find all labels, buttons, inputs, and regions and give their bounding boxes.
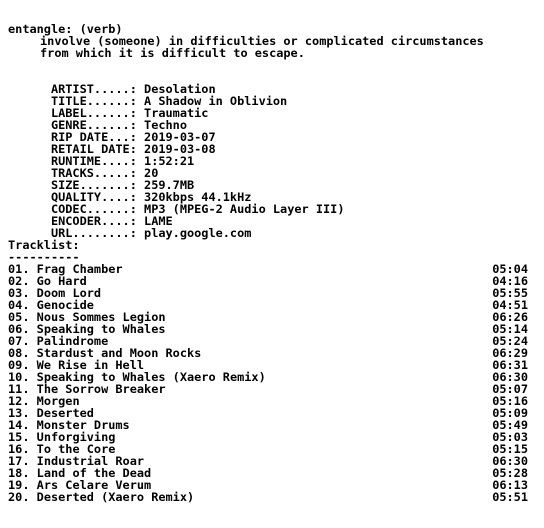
track-number: 11. <box>8 382 30 396</box>
field-separator: : <box>129 106 145 120</box>
track-title: Go Hard <box>36 274 87 288</box>
track-duration: 06:26 <box>492 310 528 324</box>
track-number: 08. <box>8 346 30 360</box>
tracklist-rule: ---------- <box>8 250 80 264</box>
track-duration: 05:24 <box>492 334 528 348</box>
field-label: RETAIL DATE <box>50 142 130 156</box>
track-list <box>8 263 528 503</box>
track-number: 12. <box>8 394 30 408</box>
field-value: LAME <box>144 214 173 228</box>
track-title: Deserted (Xaero Remix) <box>36 490 195 504</box>
tracklist-heading: Tracklist: <box>8 238 80 252</box>
track-duration: 06:29 <box>492 346 528 360</box>
field-value: play.google.com <box>144 226 252 240</box>
track-number: 05. <box>8 310 30 324</box>
track-number: 10. <box>8 370 30 384</box>
track-duration: 06:31 <box>492 358 528 372</box>
field-label: ARTIST..... <box>50 82 130 96</box>
track-number: 19. <box>8 478 30 492</box>
track-title: The Sorrow Breaker <box>36 382 166 396</box>
field-value: 320kbps 44.1kHz <box>144 190 252 204</box>
track-duration: 05:49 <box>492 418 528 432</box>
field-value: 20 <box>144 166 159 180</box>
field-value: A Shadow in Oblivion <box>144 94 288 108</box>
track-number: 03. <box>8 286 30 300</box>
track-title: Monster Drums <box>36 418 130 432</box>
track-duration: 05:09 <box>492 406 528 420</box>
track-duration: 04:51 <box>492 298 528 312</box>
field-label: TITLE...... <box>50 94 130 108</box>
field-separator: : <box>129 142 145 156</box>
track-duration: 05:03 <box>492 430 528 444</box>
field-label: URL........ <box>50 226 130 240</box>
definition-line: involve (someone) in difficulties or complicated circumstances <box>40 34 484 48</box>
field-label: LABEL...... <box>50 106 130 120</box>
track-duration: 04:16 <box>492 274 528 288</box>
spacer <box>8 59 536 71</box>
field-separator: : <box>129 202 145 216</box>
track-title: We Rise in Hell <box>36 358 145 372</box>
track-number: 09. <box>8 358 30 372</box>
field-separator: : <box>129 214 145 228</box>
track-title: Stardust and Moon Rocks <box>36 346 202 360</box>
tracklist <box>8 239 536 503</box>
field-label: CODEC...... <box>50 202 130 216</box>
track-title: Speaking to Whales <box>36 322 166 336</box>
field-value: Techno <box>144 118 187 132</box>
release-info <box>8 71 536 240</box>
field-label: SIZE....... <box>50 178 130 192</box>
field-separator: : <box>129 178 145 192</box>
field-label: QUALITY.... <box>50 190 130 204</box>
track-title: Nous Sommes Legion <box>36 310 166 324</box>
track-row <box>8 491 528 503</box>
track-duration: 05:51 <box>492 490 528 504</box>
field-value: 259.7MB <box>144 178 195 192</box>
track-duration: 06:13 <box>492 478 528 492</box>
track-title: Ars Celare Verum <box>36 478 152 492</box>
field-separator: : <box>129 118 145 132</box>
field-separator: : <box>129 190 145 204</box>
definition-line: from which it is difficult to escape. <box>40 46 305 60</box>
field-separator: : <box>129 166 145 180</box>
track-duration: 05:16 <box>492 394 528 408</box>
field-value: 2019-03-07 <box>144 130 216 144</box>
field-separator: : <box>129 82 145 96</box>
track-duration: 05:55 <box>492 286 528 300</box>
track-title: Palindrome <box>36 334 109 348</box>
track-number: 17. <box>8 454 30 468</box>
field-value: Traumatic <box>144 106 209 120</box>
track-title: To the Core <box>36 442 116 456</box>
track-number: 01. <box>8 262 30 276</box>
track-number: 13. <box>8 406 30 420</box>
track-duration: 05:15 <box>492 442 528 456</box>
track-number: 20. <box>8 490 30 504</box>
track-number: 14. <box>8 418 30 432</box>
track-number: 06. <box>8 322 30 336</box>
field-label: RUNTIME.... <box>50 154 130 168</box>
field-label: RIP DATE... <box>50 130 130 144</box>
track-title: Doom Lord <box>36 286 102 300</box>
track-title: Genocide <box>36 298 94 312</box>
track-duration: 05:28 <box>492 466 528 480</box>
track-title: Industrial Roar <box>36 454 145 468</box>
track-row <box>8 383 528 395</box>
track-number: 16. <box>8 442 30 456</box>
track-number: 02. <box>8 274 30 288</box>
track-number: 15. <box>8 430 30 444</box>
track-title: Unforgiving <box>36 430 116 444</box>
field-label: GENRE...... <box>50 118 130 132</box>
track-label <box>8 491 194 503</box>
track-number: 04. <box>8 298 30 312</box>
track-duration: 05:07 <box>492 382 528 396</box>
track-duration: 05:04 <box>492 262 528 276</box>
track-duration: 06:30 <box>492 454 528 468</box>
field-separator: : <box>129 226 145 240</box>
track-title: Frag Chamber <box>36 262 123 276</box>
definition-headword: entangle: (verb) <box>8 22 123 36</box>
track-duration: 06:30 <box>492 370 528 384</box>
field-value: 1:52:21 <box>144 154 195 168</box>
track-number: 07. <box>8 334 30 348</box>
definition-block <box>8 23 536 59</box>
info-field <box>8 71 536 96</box>
track-number: 18. <box>8 466 30 480</box>
field-separator: : <box>129 94 145 108</box>
field-separator: : <box>129 130 145 144</box>
field-value: 2019-03-08 <box>144 142 216 156</box>
track-duration: 05:14 <box>492 322 528 336</box>
track-title: Morgen <box>36 394 80 408</box>
track-title: Speaking to Whales (Xaero Remix) <box>36 370 266 384</box>
field-label: ENCODER.... <box>50 214 130 228</box>
track-title: Deserted <box>36 406 94 420</box>
field-value: Desolation <box>144 82 216 96</box>
field-label: TRACKS..... <box>50 166 130 180</box>
field-value: MP3 (MPEG-2 Audio Layer III) <box>144 202 345 216</box>
nfo-document <box>8 23 536 503</box>
field-separator: : <box>129 154 145 168</box>
track-title: Land of the Dead <box>36 466 152 480</box>
